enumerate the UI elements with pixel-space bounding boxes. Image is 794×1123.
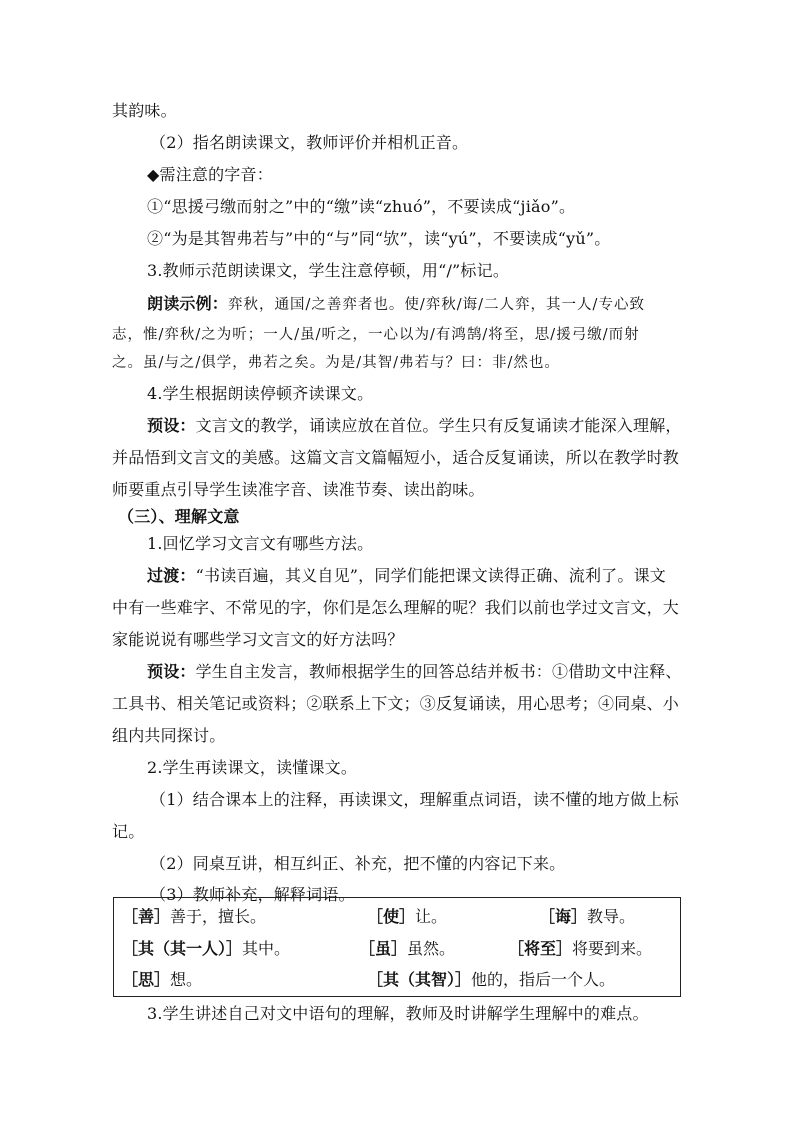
paragraph-line: 其韵味。 [112,101,177,120]
paragraph-line: 师要重点引导学生读准字音、读准节奏、读出韵味。 [112,480,485,499]
vocab-meaning: 善于，擅长。 [170,907,267,926]
paragraph-line: ②“为是其智弗若与”中的“与”同“欤”，读“yú”，不要读成“yǔ”。 [147,229,611,248]
preset-label: 预设： [147,416,196,435]
vocab-meaning: 其中。 [242,939,291,958]
vocab-entry [122,907,266,927]
paragraph-line: 3.教师示范朗读课文，学生注意停顿，用“/”标记。 [147,261,510,280]
vocab-entry [122,970,202,990]
vocab-entry [539,907,635,927]
vocab-meaning: 让。 [415,907,448,926]
vocab-meaning: 教导。 [587,907,636,926]
paragraph-line: 2.学生再读课文，读懂课文。 [147,758,358,777]
vocab-entry [367,907,447,927]
paragraph-line: 记。 [112,822,145,841]
transition-line [147,566,666,586]
vocab-entry [508,939,652,959]
paragraph-line: ◆需注意的字音： [147,165,273,184]
reading-example-text: 弈秋，通国/之善弈者也。使/弈秋/诲/二人弈，其一人/专心致 [228,297,645,313]
reading-example-line: 之。虽/与之/俱学，弗若之矣。为是/其智/弗若与？曰：非/然也。 [112,355,560,371]
paragraph-line: 家能说说有哪些学习文言文的好方法吗？ [112,630,404,649]
vocab-term: ［善］ [122,907,171,926]
paragraph-line: 工具书、相关笔记或资料；②联系上下文；③反复诵读，用心思考；④同桌、小 [112,694,680,713]
reading-example-line [147,294,645,315]
preset-text: 学生自主发言，教师根据学生的回答总结并板书：①借助文中注释、 [195,662,682,681]
paragraph-line: 组内共同探讨。 [112,726,226,745]
vocab-entry [367,970,615,990]
paragraph-line: （1）结合课本上的注释，再读课文，理解重点词语，读不懂的地方做上标 [150,790,679,809]
preset-label: 预设： [147,662,196,681]
vocab-term: ［诲］ [539,907,588,926]
paragraph-line: 3.学生讲述自己对文中语句的理解，教师及时讲解学生理解中的难点。 [147,1004,649,1023]
paragraph-line: 中有一些难字、不常见的字，你们是怎么理解的呢？我们以前也学过文言文，大 [112,598,680,617]
transition-label: 过渡： [147,566,196,585]
preset-text: 文言文的教学，诵读应放在首位。学生只有反复诵读才能深入理解， [195,416,682,435]
vocab-entry [122,939,290,959]
section-heading: （三）、理解文意 [118,507,240,526]
vocab-term: ［将至］ [508,939,573,958]
preset-line [147,416,682,436]
paragraph-line: （2）指名朗读课文，教师评价并相机正音。 [150,133,469,152]
vocab-term: ［虽］ [359,939,408,958]
paragraph-line: 1.回忆学习文言文有哪些方法。 [147,534,374,553]
vocab-term: ［其（其智）］ [367,970,472,989]
reading-example-line: 志，惟/弈秋/之为听；一人/虽/听之，一心以为/有鸿鹄/将至，思/援弓缴/而射 [112,327,640,343]
vocab-term: ［使］ [367,907,416,926]
paragraph-line: 并品悟到文言文的美感。这篇文言文篇幅短小，适合反复诵读，所以在教学时教 [112,448,680,467]
paragraph-line: （3）教师补充，解释词语。 [150,885,355,904]
paragraph-line: ①“思援弓缴而射之”中的“缴”读“zhuó”，不要读成“jiǎo”。 [147,197,576,216]
transition-text: “书读百遍，其义自见”，同学们能把课文读得正确、流利了。课文 [195,566,666,585]
vocab-meaning: 虽然。 [407,939,456,958]
paragraph-line: （2）同桌互讲，相互纠正、补充，把不懂的内容记下来。 [150,854,566,873]
vocab-entry [359,939,455,959]
vocab-meaning: 他的，指后一个人。 [471,970,616,989]
vocab-term: ［其（其一人）］ [122,939,243,958]
paragraph-line: 4.学生根据朗读停顿齐读课文。 [147,384,374,403]
vocab-meaning: 想。 [170,970,203,989]
reading-example-label: 朗读示例： [147,294,229,313]
vocab-meaning: 将要到来。 [572,939,653,958]
vocabulary-table [113,897,681,997]
vocab-term: ［思］ [122,970,171,989]
preset-line [147,662,682,682]
